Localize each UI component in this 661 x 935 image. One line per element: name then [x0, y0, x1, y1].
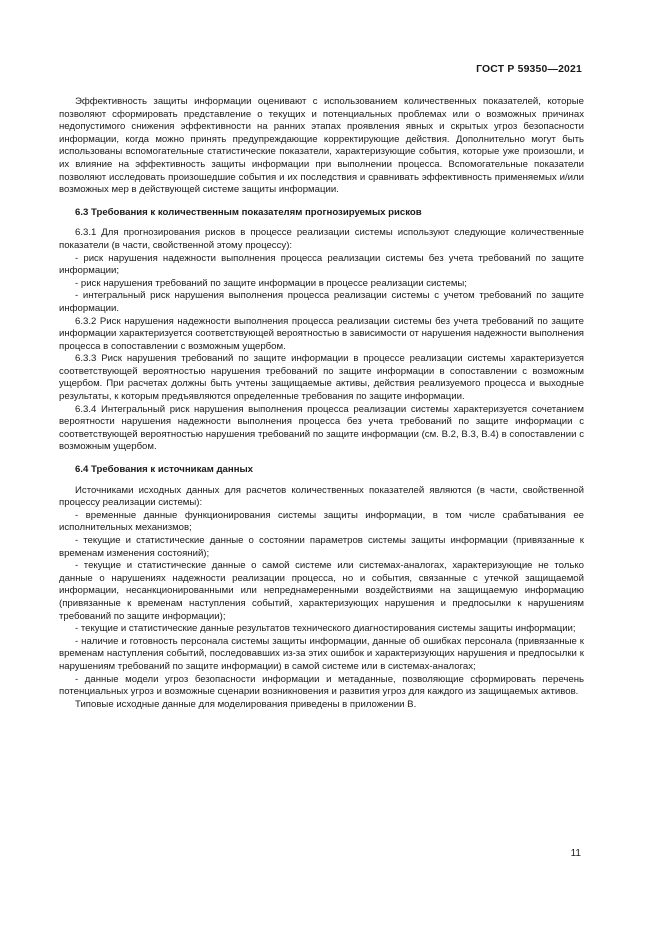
- page-number: 11: [570, 848, 581, 859]
- list-item: - риск нарушения надежности выполнения процесса реализации системы без учета требований по защите информации;: [59, 252, 584, 277]
- list-item: - риск нарушения требований по защите информации в процессе реализации системы;: [75, 277, 467, 289]
- paragraph-6-3-2: 6.3.2 Риск нарушения надежности выполнения процесса реализации системы без учета требований по защите информации характеризуется соответствующей вероятностью в зависимости от нарушения надежности выполнения процесса в сопоставлении с возможным ущербом.: [59, 315, 584, 352]
- list-item: - интегральный риск нарушения выполнения процесса реализации системы с учетом требований по защите информации.: [59, 290, 584, 314]
- paragraph-6-3-4: 6.3.4 Интегральный риск нарушения выполнения процесса реализации системы характеризуется сочетанием вероятности нарушения надежности выполнения процесса без учета требований по защите информации с соответствующей вероятностью нарушения требований по защите информации (см. В.2, В.3, В.4) в сопоставлении с возможным ущербом.: [59, 403, 584, 453]
- paragraph-6-4-intro: Источниками исходных данных для расчетов количественных показателей являются (в части, свойственной процессу реализации системы):: [59, 484, 584, 509]
- list-item: - наличие и готовность персонала системы защиты информации, данные об ошибках персонала (привязанные к временам наступления событий, последовавших из-за этих ошибок и характеризующих нарушения и предпосылки к нарушениям требований по защите информации) в самой системе или в системах-аналогах;: [59, 635, 584, 672]
- paragraph-6-3-1: 6.3.1 Для прогнозирования рисков в процессе реализации системы используют следующие количественные показатели (в части, свойственной этому процессу):: [59, 227, 584, 251]
- section-heading-6-4: 6.4 Требования к источникам данных: [75, 464, 254, 476]
- document-id: ГОСТ Р 59350—2021: [476, 64, 582, 75]
- list-item: - текущие и статистические данные о состоянии параметров системы защиты информации (привязанные к временам изменения состояний);: [59, 535, 584, 559]
- intro-paragraph: Эффективность защиты информации оценивают с использованием количественных показателей, которые позволяют сформировать представление о текущих и потенциальных проблемах или о возможных причинах недопустимого снижения эффективности на ранних этапах проявления явных и скрытых угроз безопасности информации, когда можно принять предупреждающие корректирующие действия. Дополнительно могут быть использованы вспомогательные статистические показатели, характеризующие события, которые уже произошли, и их влияние на эффективность защиты информации при выполнении процесса. Вспомогательные показатели позволяют исследовать произошедшие события и их последствия и сравнивать эффективность применяемых и/или возможных мер в действующей системе защиты информации.: [59, 96, 584, 196]
- section-heading-6-3: 6.3 Требования к количественным показателям прогнозируемых рисков: [75, 206, 422, 218]
- list-item: - временные данные функционирования системы защиты информации, в том числе срабатывания ее исполнительных механизмов;: [59, 509, 584, 534]
- list-item: - текущие и статистические данные о самой системе или системах-аналогах, характеризующие не только данные о нарушениях надежности реализации процесса, но и события, связанные с утечкой защищаемой информации, несанкционированными или непреднамеренными воздействиями на защищаемую информацию (привязанные к временам наступления событий, характеризующих нарушения и предпосылки к нарушениям требований по защите информации);: [59, 560, 584, 622]
- paragraph-6-4-closing: Типовые исходные данные для моделирования приведены в приложении В.: [75, 698, 417, 710]
- list-item: - данные модели угроз безопасности информации и метаданные, позволяющие сформировать перечень потенциальных угроз и возможные сценарии возникновения и развития угроз для каждого из защищаемых активов.: [59, 673, 584, 698]
- document-body: [59, 96, 584, 711]
- paragraph-6-3-3: 6.3.3 Риск нарушения требований по защите информации в процессе реализации системы характеризуется соответствующей вероятностью нарушения требований по защите информации в сопоставлении с возможным ущербом. При расчетах должны быть учтены защищаемые активы, действия реализуемого процесса и выходные результаты, к которым предъявляются определенные требования по защите информации.: [59, 353, 584, 403]
- list-item: - текущие и статистические данные результатов технического диагностирования системы защиты информации;: [75, 623, 576, 635]
